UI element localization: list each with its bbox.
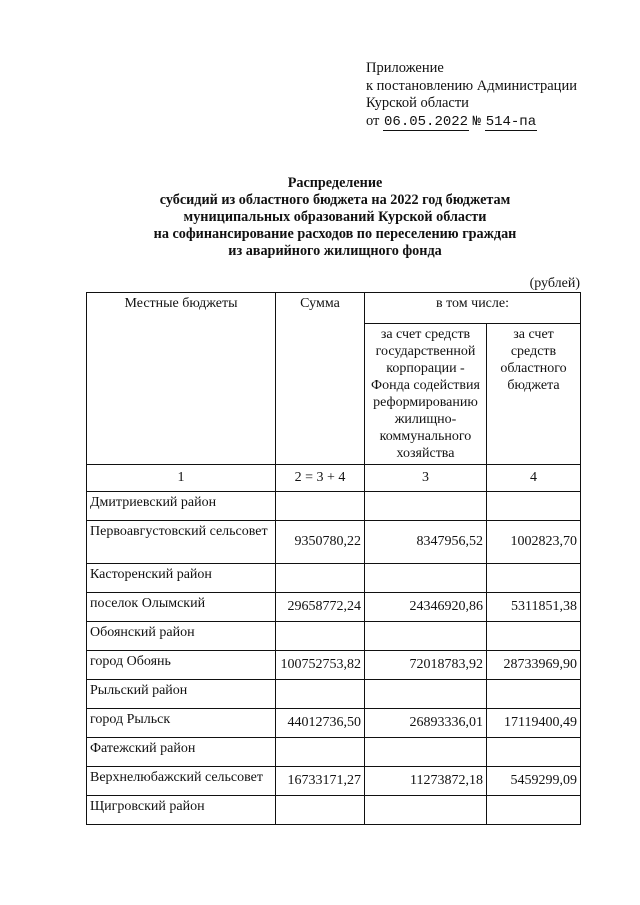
fund-cell (365, 680, 487, 709)
sum-cell (276, 492, 365, 521)
currency-unit: (рублей) (529, 276, 580, 291)
decree-number: 514-па (485, 113, 537, 130)
budget-name: Рыльский район (87, 680, 276, 709)
fund-cell: 24346920,86 (365, 593, 487, 622)
fund-cell: 8347956,52 (365, 521, 487, 564)
table-row (87, 709, 581, 738)
table-row (87, 738, 581, 767)
title-line-3: муниципальных образований Курской области (183, 209, 487, 225)
fund-cell (365, 492, 487, 521)
number-sign: № (472, 113, 482, 130)
table-row (87, 651, 581, 680)
column-number: 1 (87, 465, 276, 492)
header-fund: за счет средств государственной корпорации - Фонда содействия реформированию жилищно-коммунального хозяйства (365, 324, 487, 465)
table-row (87, 767, 581, 796)
sum-cell: 100752753,82 (276, 651, 365, 680)
budget-name: Касторенский район (87, 564, 276, 593)
region-cell (487, 738, 581, 767)
budget-name: город Рыльск (87, 709, 276, 738)
appendix-decree: к постановлению Администрации (366, 77, 577, 94)
table-row (87, 593, 581, 622)
region-cell: 17119400,49 (487, 709, 581, 738)
fund-cell (365, 738, 487, 767)
region-cell (487, 622, 581, 651)
title-line-1: Распределение (287, 175, 383, 191)
budget-name: поселок Олымский (87, 593, 276, 622)
region-cell: 5311851,38 (487, 593, 581, 622)
appendix-date-line (366, 113, 577, 132)
fund-cell: 72018783,92 (365, 651, 487, 680)
sum-cell: 16733171,27 (276, 767, 365, 796)
appendix-title: Приложение (366, 60, 444, 76)
region-cell (487, 564, 581, 593)
region-cell: 5459299,09 (487, 767, 581, 796)
sum-cell: 44012736,50 (276, 709, 365, 738)
region-cell: 1002823,70 (487, 521, 581, 564)
table-row (87, 521, 581, 564)
budget-name: Первоавгустовский сельсовет (87, 521, 276, 564)
table-row (87, 796, 581, 825)
appendix-block (366, 60, 577, 131)
header-including: в том числе: (365, 293, 581, 324)
title-line-2: субсидий из областного бюджета на 2022 год бюджетам (159, 192, 511, 208)
column-number: 2 = 3 + 4 (276, 465, 365, 492)
header-region: за счет средств областного бюджета (487, 324, 581, 465)
budget-name: Обоянский район (87, 622, 276, 651)
fund-cell (365, 622, 487, 651)
decree-date: 06.05.2022 (384, 113, 469, 130)
table-row (87, 680, 581, 709)
sum-cell (276, 680, 365, 709)
table-row (87, 492, 581, 521)
sum-cell (276, 738, 365, 767)
appendix-region: Курской области (366, 95, 469, 111)
title-line-5: из аварийного жилищного фонда (228, 243, 442, 259)
budget-name: Дмитриевский район (87, 492, 276, 521)
column-number: 4 (487, 465, 581, 492)
sum-cell (276, 564, 365, 593)
region-cell (487, 796, 581, 825)
sum-cell: 29658772,24 (276, 593, 365, 622)
region-cell (487, 492, 581, 521)
subsidy-table (86, 292, 581, 825)
region-cell: 28733969,90 (487, 651, 581, 680)
budget-name: Щигровский район (87, 796, 276, 825)
title-line-4: на софинансирование расходов по переселению граждан (153, 226, 517, 242)
fund-cell (365, 564, 487, 593)
document-title (100, 175, 570, 260)
sum-cell: 9350780,22 (276, 521, 365, 564)
region-cell (487, 680, 581, 709)
sum-cell (276, 796, 365, 825)
budget-name: город Обоянь (87, 651, 276, 680)
table-row (87, 622, 581, 651)
fund-cell (365, 796, 487, 825)
fund-cell: 11273872,18 (365, 767, 487, 796)
date-prefix: от (366, 112, 380, 129)
fund-cell: 26893336,01 (365, 709, 487, 738)
column-number: 3 (365, 465, 487, 492)
header-budget: Местные бюджеты (87, 293, 276, 465)
table-row (87, 564, 581, 593)
header-sum: Сумма (276, 293, 365, 465)
sum-cell (276, 622, 365, 651)
budget-name: Верхнелюбажский сельсовет (87, 767, 276, 796)
budget-name: Фатежский район (87, 738, 276, 767)
column-numbers-row (87, 465, 581, 492)
